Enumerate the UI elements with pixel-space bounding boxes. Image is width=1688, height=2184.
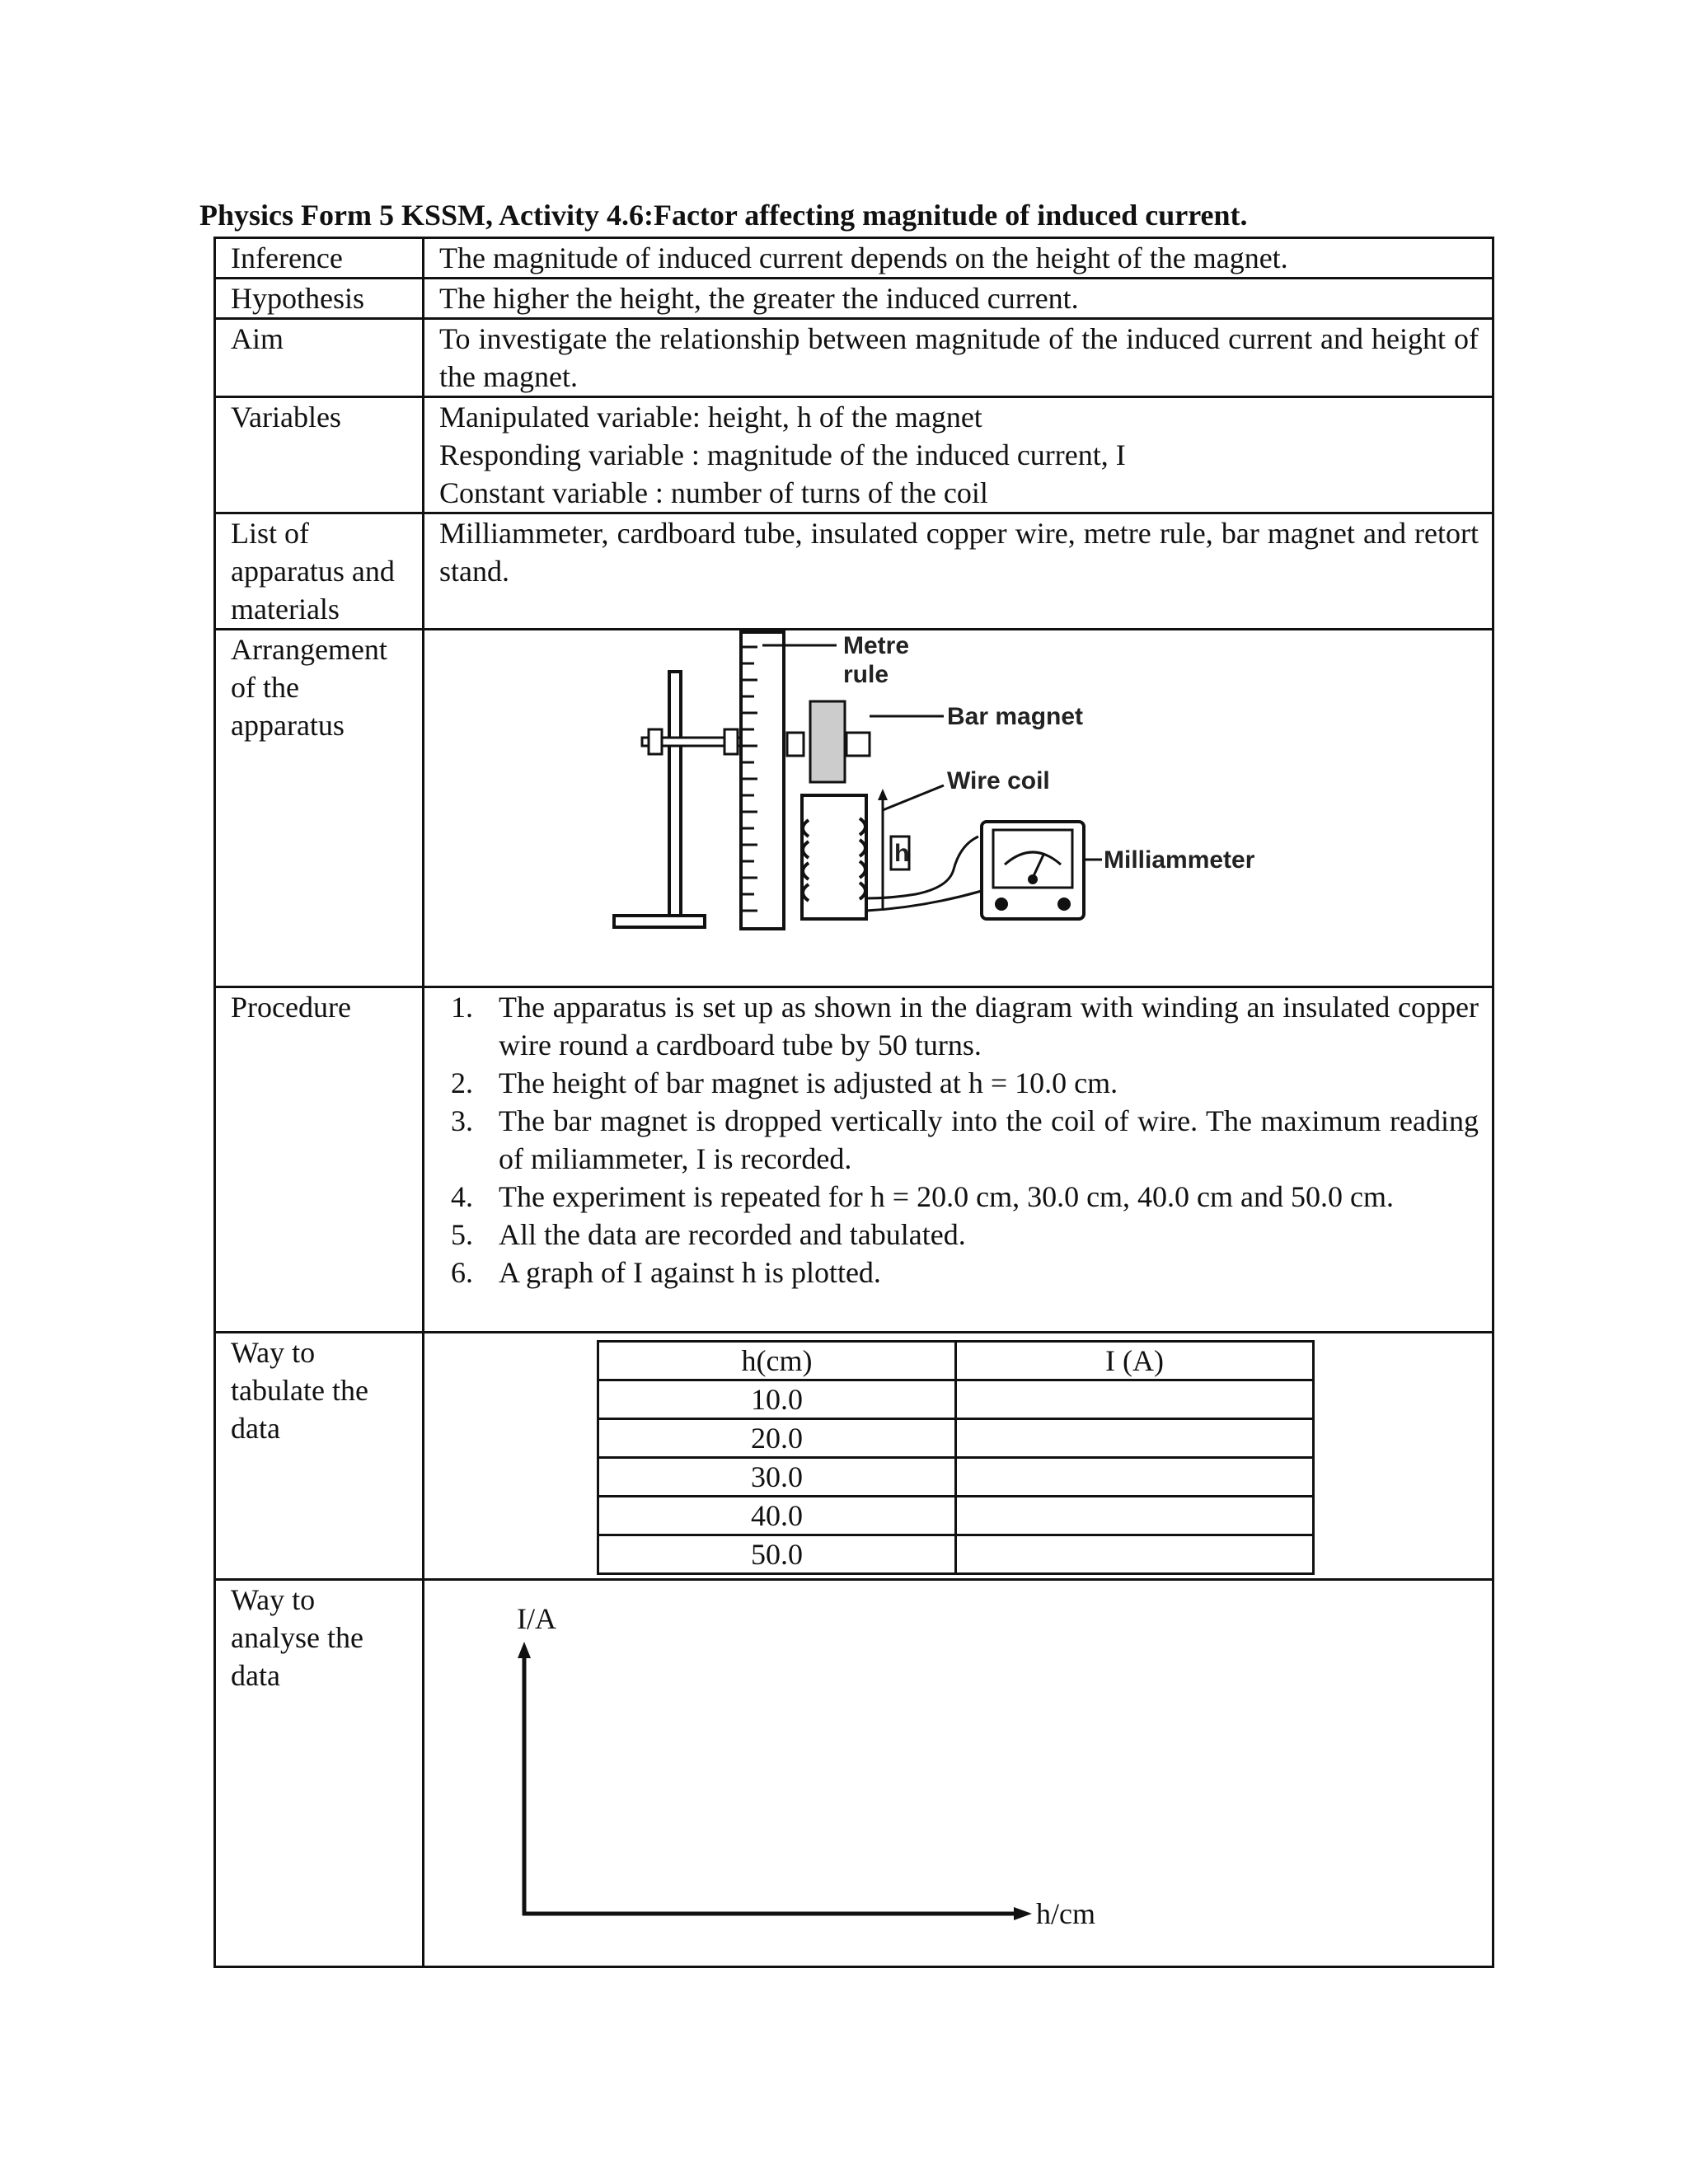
step-number: 6. <box>451 1256 473 1289</box>
i-value-empty <box>956 1497 1314 1535</box>
data-table-header <box>598 1342 1314 1380</box>
row-apparatus <box>215 513 1493 630</box>
retort-stand-base <box>614 916 705 927</box>
h-value: 50.0 <box>598 1535 956 1574</box>
step-text: The bar magnet is dropped vertically into the coil of wire. The maximum reading of miliammeter, I is recorded. <box>499 1104 1479 1175</box>
procedure-step <box>439 988 1479 1064</box>
row-aim <box>215 319 1493 397</box>
step-number: 2. <box>451 1066 473 1099</box>
row-hypothesis <box>215 279 1493 319</box>
magnet-holder-right <box>846 733 870 756</box>
i-value-empty <box>956 1419 1314 1458</box>
x-axis-arrowhead <box>1014 1907 1032 1920</box>
step-text: A graph of I against h is plotted. <box>499 1256 881 1289</box>
procedure-cell <box>424 987 1493 1333</box>
text-aim: To investigate the relationship between magnitude of the induced current and height of the magnet. <box>424 319 1493 397</box>
step-text: The height of bar magnet is adjusted at h = 10.0 cm. <box>499 1066 1118 1099</box>
constant-variable: Constant variable : number of turns of the coil <box>439 476 988 509</box>
step-text: The experiment is repeated for h = 20.0 cm, 30.0 cm, 40.0 cm and 50.0 cm. <box>499 1180 1394 1213</box>
table-row <box>598 1419 1314 1458</box>
row-procedure <box>215 987 1493 1333</box>
table-row <box>598 1380 1314 1419</box>
data-table <box>597 1340 1315 1575</box>
procedure-list <box>439 988 1479 1291</box>
terminal-right <box>1057 898 1071 911</box>
table-row <box>598 1535 1314 1574</box>
table-row <box>598 1497 1314 1535</box>
activity-table <box>213 237 1494 1968</box>
procedure-step <box>439 1216 1479 1254</box>
row-analyse <box>215 1580 1493 1967</box>
label-inference: Inference <box>215 238 424 279</box>
procedure-step <box>439 1064 1479 1102</box>
magnet-holder-left <box>787 733 804 756</box>
label-tabulate: Way to tabulate the data <box>215 1333 424 1580</box>
cardboard-tube <box>802 795 866 919</box>
clamp-boss <box>649 729 662 754</box>
i-value-empty <box>956 1380 1314 1419</box>
responding-variable: Responding variable : magnitude of the induced current, I <box>439 438 1126 471</box>
label-procedure: Procedure <box>215 987 424 1333</box>
label-milliammeter: Milliammeter <box>1104 846 1255 874</box>
arrangement-cell <box>424 630 1493 987</box>
graph-sketch <box>424 1581 1494 1957</box>
label-hypothesis: Hypothesis <box>215 279 424 319</box>
label-height: h <box>894 840 910 867</box>
terminal-left <box>995 898 1008 911</box>
label-analyse: Way to analyse the data <box>215 1580 424 1967</box>
step-number: 1. <box>451 991 473 1024</box>
procedure-step <box>439 1102 1479 1178</box>
h-value: 20.0 <box>598 1419 956 1458</box>
analyse-cell <box>424 1580 1493 1967</box>
label-metre-1: Metre <box>843 632 910 659</box>
variables-cell <box>424 397 1493 513</box>
manipulated-variable: Manipulated variable: height, h of the magnet <box>439 401 982 434</box>
label-wire-coil: Wire coil <box>947 767 1050 794</box>
procedure-step <box>439 1254 1479 1291</box>
retort-stand-rod <box>669 672 681 916</box>
row-inference <box>215 238 1493 279</box>
y-axis-label: I/A <box>517 1602 556 1635</box>
x-axis-label: h/cm <box>1036 1897 1095 1930</box>
i-value-empty <box>956 1535 1314 1574</box>
height-arrow-head <box>878 789 888 800</box>
row-variables <box>215 397 1493 513</box>
apparatus-diagram <box>424 630 1494 977</box>
tabulate-cell <box>424 1333 1493 1580</box>
i-value-empty <box>956 1458 1314 1497</box>
header-h: h(cm) <box>598 1342 956 1380</box>
step-number: 3. <box>451 1104 473 1137</box>
table-row <box>598 1458 1314 1497</box>
text-inference: The magnitude of induced current depends on the height of the magnet. <box>424 238 1493 279</box>
step-number: 5. <box>451 1218 473 1251</box>
h-value: 30.0 <box>598 1458 956 1497</box>
bar-magnet <box>810 701 845 782</box>
metre-rule <box>741 632 784 929</box>
label-arrangement: Arrangement of the apparatus <box>215 630 424 987</box>
h-value: 40.0 <box>598 1497 956 1535</box>
text-hypothesis: The higher the height, the greater the induced current. <box>424 279 1493 319</box>
label-aim: Aim <box>215 319 424 397</box>
procedure-step <box>439 1178 1479 1216</box>
label-apparatus: List of apparatus and materials <box>215 513 424 630</box>
h-value: 10.0 <box>598 1380 956 1419</box>
label-variables: Variables <box>215 397 424 513</box>
step-number: 4. <box>451 1180 473 1213</box>
clamp-jaw <box>724 729 738 754</box>
y-axis-arrowhead <box>518 1642 531 1658</box>
text-apparatus: Milliammeter, cardboard tube, insulated copper wire, metre rule, bar magnet and retort stand. <box>424 513 1493 630</box>
header-i: I (A) <box>956 1342 1314 1380</box>
step-text: All the data are recorded and tabulated. <box>499 1218 966 1251</box>
milliammeter-pivot <box>1028 874 1038 884</box>
label-bar-magnet: Bar magnet <box>947 703 1084 730</box>
label-metre-2: rule <box>843 661 889 688</box>
wire-coil-pointer <box>883 785 944 810</box>
row-tabulate <box>215 1333 1493 1580</box>
step-text: The apparatus is set up as shown in the diagram with winding an insulated copper wire round a cardboard tube by 50 turns. <box>499 991 1479 1062</box>
page-title: Physics Form 5 KSSM, Activity 4.6:Factor affecting magnitude of induced current. <box>199 199 1248 232</box>
row-arrangement <box>215 630 1493 987</box>
